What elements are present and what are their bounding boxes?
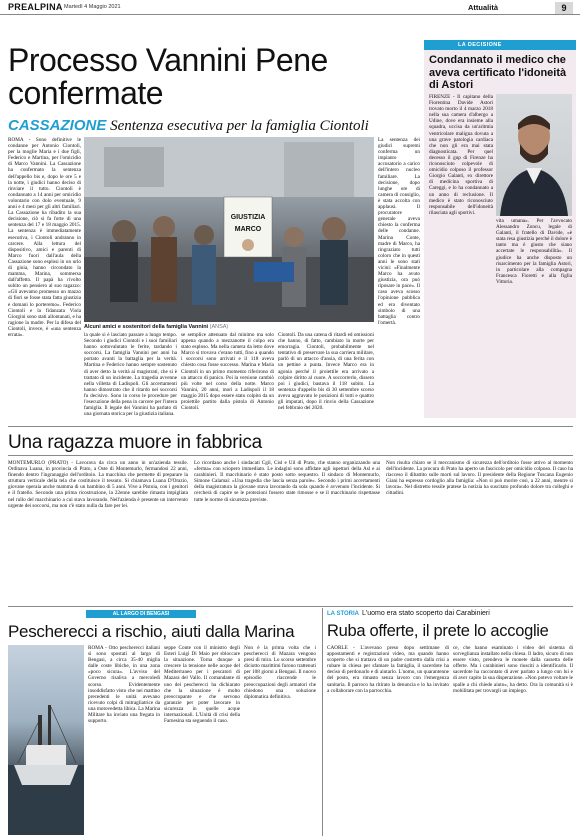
sidebar-column-1 [429, 94, 493, 412]
story3-column-2 [164, 645, 240, 835]
boat-photo-illustration [8, 645, 84, 835]
banner-text-1: GIUSTIZIA [230, 214, 266, 221]
main-column-3-text: se semplice attenuato dal minimo ma solo appena quando a mezzanotte il colpo era stato esploso. Ma nella camera da letto dove Marco si trovava c'erano tutti, fino a quando i soccorsi sono arrivati e il 118 aveva chiesto cosa fosse successo. Marina e Maria Ciontoli in un primo momento riferirono di un attacco di panico. Poi la versione cambiò più volte nel corso della notte. Marco Vannini, 20 anni, morì a Ladispoli il 18 maggio 2015 dopo essere stato colpito da un proiettile partito dalla pistola di Antonio Ciontoli. [181, 332, 274, 412]
kicker-text: Sentenza esecutiva per la famiglia Ciontoli [110, 118, 369, 134]
main-column-2-text: la quale si è lasciato passare a lungo tempo. Secondo i giudici Ciontoli e i suoi familiari hanno sottovalutato le ferite, tardando i soccorsi. La famiglia Vannini per anni ha portato avanti la battaglia per la verità. Martina e Federico hanno sempre sostenuto di aver detto la verità ai magistrati, che si è trattato di un incidente. La tragedia avvenne nella villetta di Ladispoli. Gli accertamenti hanno dimostrato che il ritardo nei soccorsi fu decisivo. Sono in corso le procedure per l'esecuzione della pena in carcere per l'intera famiglia. Il legale dei Vannini ha parlato di una giornata storica per la giustizia italiana. [84, 332, 177, 418]
section-name: Attualità [468, 3, 498, 12]
story4-column-2-text: ce, che hanno esaminato i video del sistema di sorveglianza installato nella chiesa. Il ladro, sicuro di non essere visto, prendeva le monete dalla cassetta delle offerte. Ma i carabinieri sono riusciti a identificarlo. Il sacerdote ha raccontato di aver parlato a lungo con lui e di aver capito la sua disperazione. «Non potevo voltare le spalle a chi chiede aiuto», ha detto. Ora la comunità si è mobilitata per trovargli un impiego. [453, 645, 573, 694]
newspaper-brand: PREALPINA [8, 2, 63, 12]
main-column-5 [378, 137, 420, 422]
main-column-3 [181, 332, 274, 422]
story2-column-3 [386, 460, 573, 602]
story2-headline: Una ragazza muore in fabbrica [8, 432, 263, 453]
main-column-1 [8, 137, 81, 422]
story4-column-2 [453, 645, 573, 835]
page-number: 9 [555, 2, 573, 14]
sidebar-headline: Condannato il medico che aveva certificato l'idoneità di Astori [429, 54, 567, 91]
main-column-2 [84, 332, 177, 422]
story2-column-2 [194, 460, 380, 602]
story4-column-1 [327, 645, 449, 835]
story3-column-1-text: ROMA - Otto pescherecci italiani si sono spostati al largo di Bengasi, a circa 35-40 miglia dalle coste libiche, in una zona «poco sicura». L'avviso del Governo risaliva a mercoledì scorso. Evidentemente insoddisfatto visto che nei mattino precedenti le unità avevano ricevuto colpi di mitragliatrice da una motovedetta libica. La Marina Militare ha inviato una fregata in supporto. [88, 645, 160, 725]
story3-column-3 [244, 645, 316, 835]
sidebar-tag: LA DECISIONE [424, 40, 576, 50]
sidebar-box [424, 40, 576, 418]
story2-column-1-text: MONTEMURLO (PRATO) - Lavorava da circa un anno in un'azienda tessile. Ordinava Luana, in provincia di Prato, a Oste di Montemurlo, fermandosi 22 anni, finendo dentro l'ingranaggio dell'orditoio. La macchina che permette di preparare la struttura verticale della tela che costituisce il tessuto. Si chiamava Luana D'Orazio, giovane operaia anche mamma di un bambino di 5 anni. Vive a Pistoia, con i genitori e il fratello. Secondo una prima ricostruzione, la 22enne sarebbe rimasta impigliata nel rullo del macchinario a cui stava lavorando. Nell'azienda è presente un intervento urgente dei soccorsi, ma non c'è stato nulla da fare per lei. [8, 460, 188, 509]
column-divider [322, 608, 323, 836]
story3-column-2-text: seppe Conte con il ministro degli Esteri Luigi Di Maio per sbloccare la situazione. Torna dunque a crescere la tensione nelle acque del Mediterraneo per i pescatori di Mazara del Vallo. Il comandante di uno dei pescherecci ha dichiarato che la situazione è molto preoccupante e che servono garanzie per poter lavorare in sicurezza in quelle acque internazionali. L'Unità di crisi della Farnesina sta seguendo il caso. [164, 645, 240, 725]
story4-subtitle: L'uomo era stato scoperto dai Carabinieri [362, 610, 490, 617]
story3-headline: Pescherecci a rischio, aiuti dalla Marina [8, 622, 295, 641]
story2-column-1 [8, 460, 188, 602]
sidebar-column-1-text: FIRENZE - Il capitano della Fiorentina Davide Astori trovato morto il 4 marzo 2018 nella sua camera d'albergo a Udine, dove era insieme alla squadra, uccisa da un'aritmia ventricolare maligna dovuta a una grave patologia cardiaca che non gli era mai stata diagnosticata. Per quel decesso il gup di Firenze ha riconosciuto colpevole di omicidio colposo il professor Giorgio Galanti, ex direttore di medicina sportiva di Careggi, e lo ha condannato a un anno di reclusione. Il medico è stato riconosciuto responsabile dell'idoneità rilasciata agli sportivi. [429, 94, 493, 216]
page-header [0, 0, 580, 15]
sidebar-column-2 [496, 218, 572, 414]
main-column-4-text: Ciontoli. Da una catena di ritardi ed omissioni che hanno, di fatto, cambiato la morte per emorragia. Ciontoli, probabilmente nel tentativo di preservare la sua carriera militare, parlò di un attacco d'ansia, di una ferita con un pettine a punta. Invece Marco era in agonia perché il proiettile era arrivato a colpire diritto al cuore. A soccorrerlo, dissero poi i giudici, bastava il 118 subito. La sentenza d'appello bis di 30 settembre scorso aveva aggravato le posizioni di tutti e quattro gli imputati, dopo il rinvio della Cassazione nel febbraio del 2020. [278, 332, 374, 412]
story4-headline: Ruba offerte, il prete lo accoglie [327, 622, 549, 640]
story2-column-2-text: Lo ricordano anche i sindacati Cgil, Cisl e Uil di Prato, che stanno organizzando una «ferma» con sciopero immediato. Le indagini sono affidate agli ispettori della Asl e ai carabinieri. Il macchinario è stato posto sotto sequestro. Il sindaco di Montemurlo, Simone Calamai: «Una tragedia che lascia senza parole». Secondo i primi accertamenti della magistratura la giovane stava lavorando da sola quando è avvenuto l'incidente. Si cercherà di capire se le protezioni fossero state rimosse e se il macchinario rispettasse tutte le norme di sicurezza previste. [194, 460, 380, 503]
main-kicker [8, 117, 418, 135]
story4-column-1-text: CAORLE - L'avevano preso dopo settimane di appostamenti e registrazioni video, ma quando hanno scoperto che si trattava di un padre costretto dalla crisi a rubare in chiesa per sfamare la famiglia, il sacerdote ha deciso di perdonarlo e di aiutarlo. L'uomo, un quarantenne del posto, era rimasto senza lavoro con l'emergenza sanitaria. Il parroco ha ritirato la denuncia e lo ha invitato a collaborare con la parrocchia. [327, 645, 449, 694]
divider [8, 606, 573, 607]
story4-kicker: LA STORIA [327, 611, 360, 617]
sidebar-portrait [496, 94, 572, 216]
crowd-photo-illustration [84, 137, 374, 322]
story3-tag: AL LARGO DI BENGASI [86, 610, 196, 618]
portrait-illustration [496, 94, 572, 216]
story3-photo [8, 645, 84, 835]
divider [8, 426, 573, 427]
story3-column-3-text: Non è la prima volta che i pescherecci di Mazara vengono presi di mira. Lo scorso settembre diciotto marittimi furono trattenuti per 108 giorni a Bengasi. Il nuovo episodio riaccende le preoccupazioni degli armatori che chiedono una soluzione diplomatica definitiva. [244, 645, 316, 700]
main-photo [84, 137, 374, 322]
kicker-keyword: CASSAZIONE [8, 117, 107, 134]
divider [8, 455, 573, 456]
main-column-1-text: ROMA - Sono definitive le condanne per Antonio Ciontoli, per la moglie Maria e i due figli, Federico e Martina, per l'omicidio di Marco Vannini. La Cassazione ha confermato la sentenza dell'appello bis e, dopo le ore 5 e la notte, i giudici hanno deciso di rinviare il tutto. Ciontoli è condannato a 14 anni per omicidio volontario con dolo eventuale, 9 anni e 4 mesi per gli altri familiari. La Cassazione ha ribadito la sua decisione, ciò si fa forte di una sentenza del 17 e 18 maggio 2015. La sentenza è immediatamente esecutiva, i Ciontoli andranno in carcere. Alla lettura del dispositivo, amici e parenti di Marco fuori dall'aula della Cassazione sono esplosi in un urlo di gioia, hanno circondato la mamma, Marina, sommersa dall'affetto. Il papà ha rivolto subito un pensiero al suo ragazzo: «Gli avevamo promesso un mazzo di fiori se fosse stata fatta giustizia e domani lo porteremo». Federico Ciontoli e la fidanzata Viola Giorgini sono stati allontanati, e ha ragione la madre. Per la difesa del Ciontoli, invece, è «una sentenza errata». [8, 137, 81, 338]
main-photo-caption [84, 324, 374, 330]
story3-column-1 [88, 645, 160, 835]
sidebar-column-2-text: vita umana». Per l'avvocato Alessandro Zoncu, legale di Galanti, il fratello di Davide, «è stata resa giustizia perché il dolore è tanto ma è giusto che siano accertate le responsabilità». Il giudice ha anche disposto un risarcimento per la famiglia Astori, in particolare alla compagna Francesca Fioretti e alla figlia Vittoria. [496, 218, 572, 285]
main-column-5-text: La sentenza dei giudici supremi conferma un impianto accusatorio a carico dell'intero nucleo familiare. La decisione, dopo lunghe ore di camera di consiglio, è stata accolta con applausi. Il procuratore generale aveva chiesto la conferma delle condanne. Marina Conte, madre di Marco, ha ringraziato tutti coloro che in questi anni le sono stati vicini: «Finalmente Marco ha avuto giustizia, ora può riposare in pace». Il caso aveva scosso l'opinione pubblica ed era diventato simbolo di una battaglia contro l'omertà. [378, 137, 420, 326]
main-headline: Processo Vannini Pene confermate [8, 42, 328, 111]
main-column-4 [278, 332, 374, 422]
issue-date: Martedì 4 Maggio 2021 [64, 4, 121, 10]
caption-text: Alcuni amici e sostenitori della famiglia Vannini [84, 324, 209, 330]
story2-column-3-text: Non risulta chiaro se il meccanismo di sicurezza dell'orditoio fosse attivo al momento dell'incidente. La procura di Prato ha aperto un fascicolo per omicidio colposo. Il caso ha riacceso il dibattito sulle morti sul lavoro. Il presidente della Regione Toscana Eugenio Giani ha espresso cordoglio alla famiglia: «Non si può morire così, a 22 anni, mentre si lavora». Nel distretto tessile pratese la notizia ha suscitato profondo dolore tra colleghi e cittadini. [386, 460, 573, 497]
banner-text-2: MARCO [234, 226, 262, 233]
caption-credit: (ANSA) [209, 324, 229, 330]
